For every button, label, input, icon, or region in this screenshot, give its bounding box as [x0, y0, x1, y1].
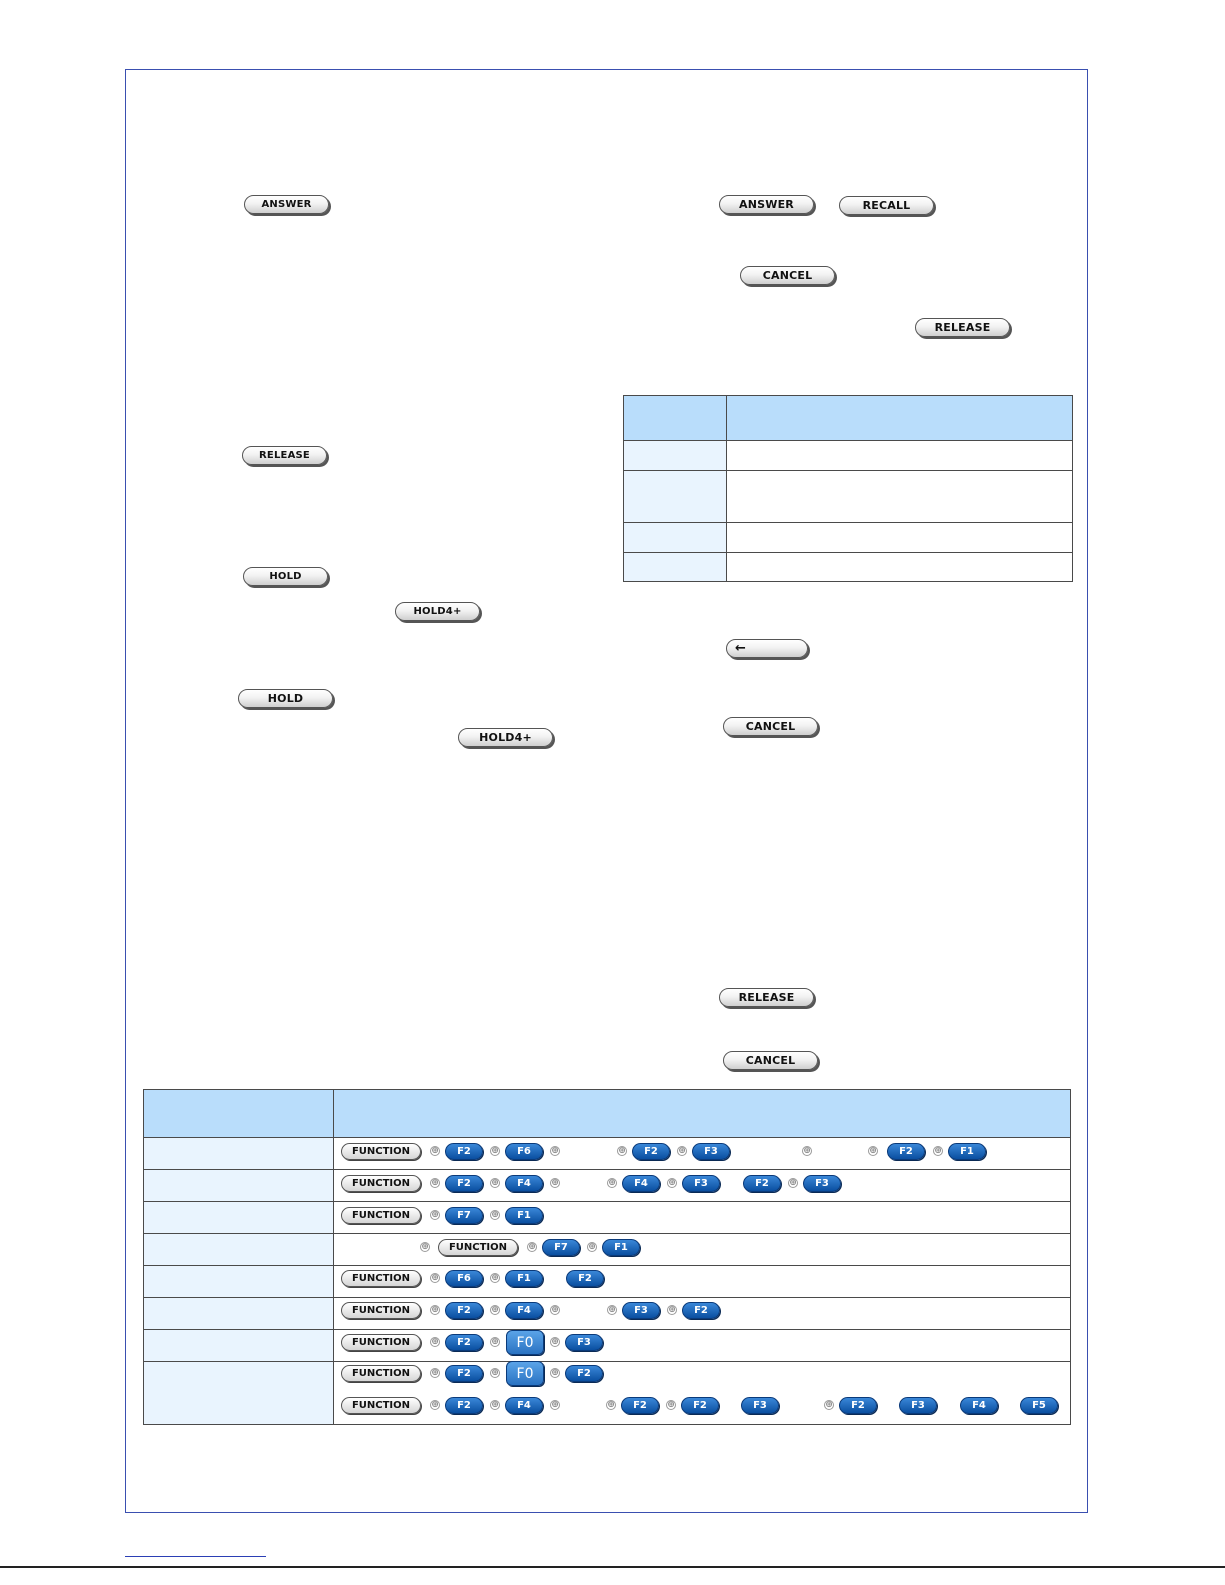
f2-key[interactable]: F2: [839, 1397, 877, 1414]
plus-icon: ⊕: [588, 1242, 596, 1252]
f2-key[interactable]: F2: [445, 1143, 483, 1160]
f4-key[interactable]: F4: [505, 1397, 543, 1414]
sequence-row-7: [0, 1333, 1225, 1353]
footer-link-underline[interactable]: [125, 1556, 266, 1557]
plus-icon: ⊕: [431, 1210, 439, 1220]
f2-key[interactable]: F2: [743, 1175, 781, 1192]
plus-icon: ⊕: [678, 1146, 686, 1156]
plus-icon: ⊕: [618, 1146, 626, 1156]
hold-key[interactable]: HOLD: [243, 567, 328, 586]
plus-icon: ⊕: [431, 1178, 439, 1188]
release-key-right[interactable]: RELEASE: [915, 318, 1010, 337]
cancel-key[interactable]: CANCEL: [740, 266, 835, 285]
f2-key[interactable]: F2: [682, 1302, 720, 1319]
plus-icon: ⊕: [668, 1305, 676, 1315]
f3-key[interactable]: F3: [565, 1334, 603, 1351]
f2-key[interactable]: F2: [445, 1302, 483, 1319]
plus-icon: ⊕: [491, 1273, 499, 1283]
info-table-cell: [624, 553, 727, 582]
plus-icon: ⊕: [431, 1305, 439, 1315]
plus-icon: ⊕: [491, 1368, 499, 1378]
page-bottom-rule: [0, 1566, 1225, 1568]
info-table: [623, 395, 1073, 582]
f1-key[interactable]: F1: [948, 1143, 986, 1160]
f1-key[interactable]: F1: [505, 1207, 543, 1224]
plus-icon: ⊕: [431, 1273, 439, 1283]
plus-icon: ⊕: [551, 1368, 559, 1378]
f7-key[interactable]: F7: [445, 1207, 483, 1224]
cancel-key-2[interactable]: CANCEL: [723, 717, 818, 736]
function-key[interactable]: FUNCTION: [341, 1143, 421, 1160]
function-key[interactable]: FUNCTION: [341, 1397, 421, 1414]
f4-key[interactable]: F4: [505, 1302, 543, 1319]
info-table-cell: [624, 471, 727, 523]
back-arrow-key[interactable]: [726, 639, 808, 658]
function-table-header-cell: [144, 1090, 334, 1138]
function-key[interactable]: FUNCTION: [341, 1175, 421, 1192]
f3-key[interactable]: F3: [899, 1397, 937, 1414]
hold4-key-large[interactable]: HOLD4+: [458, 728, 553, 747]
answer-key[interactable]: ANSWER: [244, 195, 329, 214]
f2-key[interactable]: F2: [621, 1397, 659, 1414]
plus-icon: ⊕: [869, 1146, 877, 1156]
f2-key[interactable]: F2: [566, 1270, 604, 1287]
plus-icon: ⊕: [789, 1178, 797, 1188]
info-table-cell: [727, 553, 1073, 582]
f6-key[interactable]: F6: [445, 1270, 483, 1287]
f3-key[interactable]: F3: [803, 1175, 841, 1192]
f6-key[interactable]: F6: [505, 1143, 543, 1160]
plus-icon: ⊕: [607, 1400, 615, 1410]
f2-key[interactable]: F2: [681, 1397, 719, 1414]
f2-key[interactable]: F2: [445, 1397, 483, 1414]
plus-icon: ⊕: [528, 1242, 536, 1252]
release-key-2[interactable]: RELEASE: [719, 988, 814, 1007]
plus-icon: ⊕: [491, 1337, 499, 1347]
f3-key[interactable]: F3: [741, 1397, 779, 1414]
f2-key[interactable]: F2: [445, 1365, 483, 1382]
plus-icon: ⊕: [491, 1210, 499, 1220]
function-key[interactable]: FUNCTION: [341, 1334, 421, 1351]
f0-key[interactable]: F0: [506, 1330, 544, 1355]
plus-icon: ⊕: [551, 1400, 559, 1410]
sequence-row-3: [0, 1206, 1225, 1226]
info-table-header-cell: [727, 396, 1073, 441]
function-key[interactable]: FUNCTION: [341, 1207, 421, 1224]
f2-key[interactable]: F2: [565, 1365, 603, 1382]
f5-key[interactable]: F5: [1020, 1397, 1058, 1414]
function-key[interactable]: FUNCTION: [341, 1365, 421, 1382]
plus-icon: ⊕: [431, 1368, 439, 1378]
f4-key[interactable]: F4: [622, 1175, 660, 1192]
plus-icon: ⊕: [608, 1305, 616, 1315]
sequence-row-8b: [0, 1396, 1225, 1416]
plus-icon: ⊕: [431, 1337, 439, 1347]
f2-key[interactable]: F2: [887, 1143, 925, 1160]
plus-icon: ⊕: [491, 1146, 499, 1156]
hold-key-large[interactable]: HOLD: [238, 689, 333, 708]
plus-icon: ⊕: [668, 1178, 676, 1188]
function-table-header-cell: [334, 1090, 1071, 1138]
hold4-key[interactable]: HOLD4+: [395, 602, 480, 621]
plus-icon: ⊕: [491, 1400, 499, 1410]
info-table-cell: [624, 441, 727, 471]
plus-icon: ⊕: [551, 1146, 559, 1156]
sequence-row-8a: [0, 1364, 1225, 1384]
plus-icon: ⊕: [803, 1146, 811, 1156]
f2-key[interactable]: F2: [632, 1143, 670, 1160]
sequence-row-5: [0, 1269, 1225, 1289]
sequence-row-4: [0, 1238, 1225, 1258]
f3-key[interactable]: F3: [692, 1143, 730, 1160]
recall-key[interactable]: RECALL: [839, 196, 934, 215]
sequence-row-2: [0, 1174, 1225, 1194]
info-table-cell: [727, 471, 1073, 523]
f3-key[interactable]: F3: [682, 1175, 720, 1192]
f4-key[interactable]: F4: [960, 1397, 998, 1414]
plus-icon: ⊕: [421, 1242, 429, 1252]
plus-icon: ⊕: [431, 1146, 439, 1156]
f1-key[interactable]: F1: [602, 1239, 640, 1256]
f4-key[interactable]: F4: [505, 1175, 543, 1192]
plus-icon: ⊕: [551, 1337, 559, 1347]
release-key[interactable]: RELEASE: [242, 446, 327, 465]
function-key[interactable]: FUNCTION: [438, 1239, 518, 1256]
plus-icon: ⊕: [934, 1146, 942, 1156]
info-table-header-cell: [624, 396, 727, 441]
f2-key[interactable]: F2: [445, 1175, 483, 1192]
sequence-row-1: [0, 1142, 1225, 1162]
plus-icon: ⊕: [825, 1400, 833, 1410]
plus-icon: ⊕: [551, 1178, 559, 1188]
info-table-cell: [727, 523, 1073, 553]
f7-key[interactable]: F7: [542, 1239, 580, 1256]
answer-key-right[interactable]: ANSWER: [719, 195, 814, 214]
function-key[interactable]: FUNCTION: [341, 1270, 421, 1287]
plus-icon: ⊕: [608, 1178, 616, 1188]
f2-key[interactable]: F2: [445, 1334, 483, 1351]
function-key[interactable]: FUNCTION: [341, 1302, 421, 1319]
f1-key[interactable]: F1: [505, 1270, 543, 1287]
plus-icon: ⊕: [551, 1305, 559, 1315]
sequence-row-6: [0, 1301, 1225, 1321]
info-table-cell: [727, 441, 1073, 471]
plus-icon: ⊕: [491, 1305, 499, 1315]
cancel-key-3[interactable]: CANCEL: [723, 1051, 818, 1070]
plus-icon: ⊕: [667, 1400, 675, 1410]
plus-icon: ⊕: [431, 1400, 439, 1410]
f3-key[interactable]: F3: [622, 1302, 660, 1319]
plus-icon: ⊕: [491, 1178, 499, 1188]
left-arrow-icon: ←: [735, 641, 747, 656]
f0-key[interactable]: F0: [506, 1361, 544, 1386]
info-table-cell: [624, 523, 727, 553]
